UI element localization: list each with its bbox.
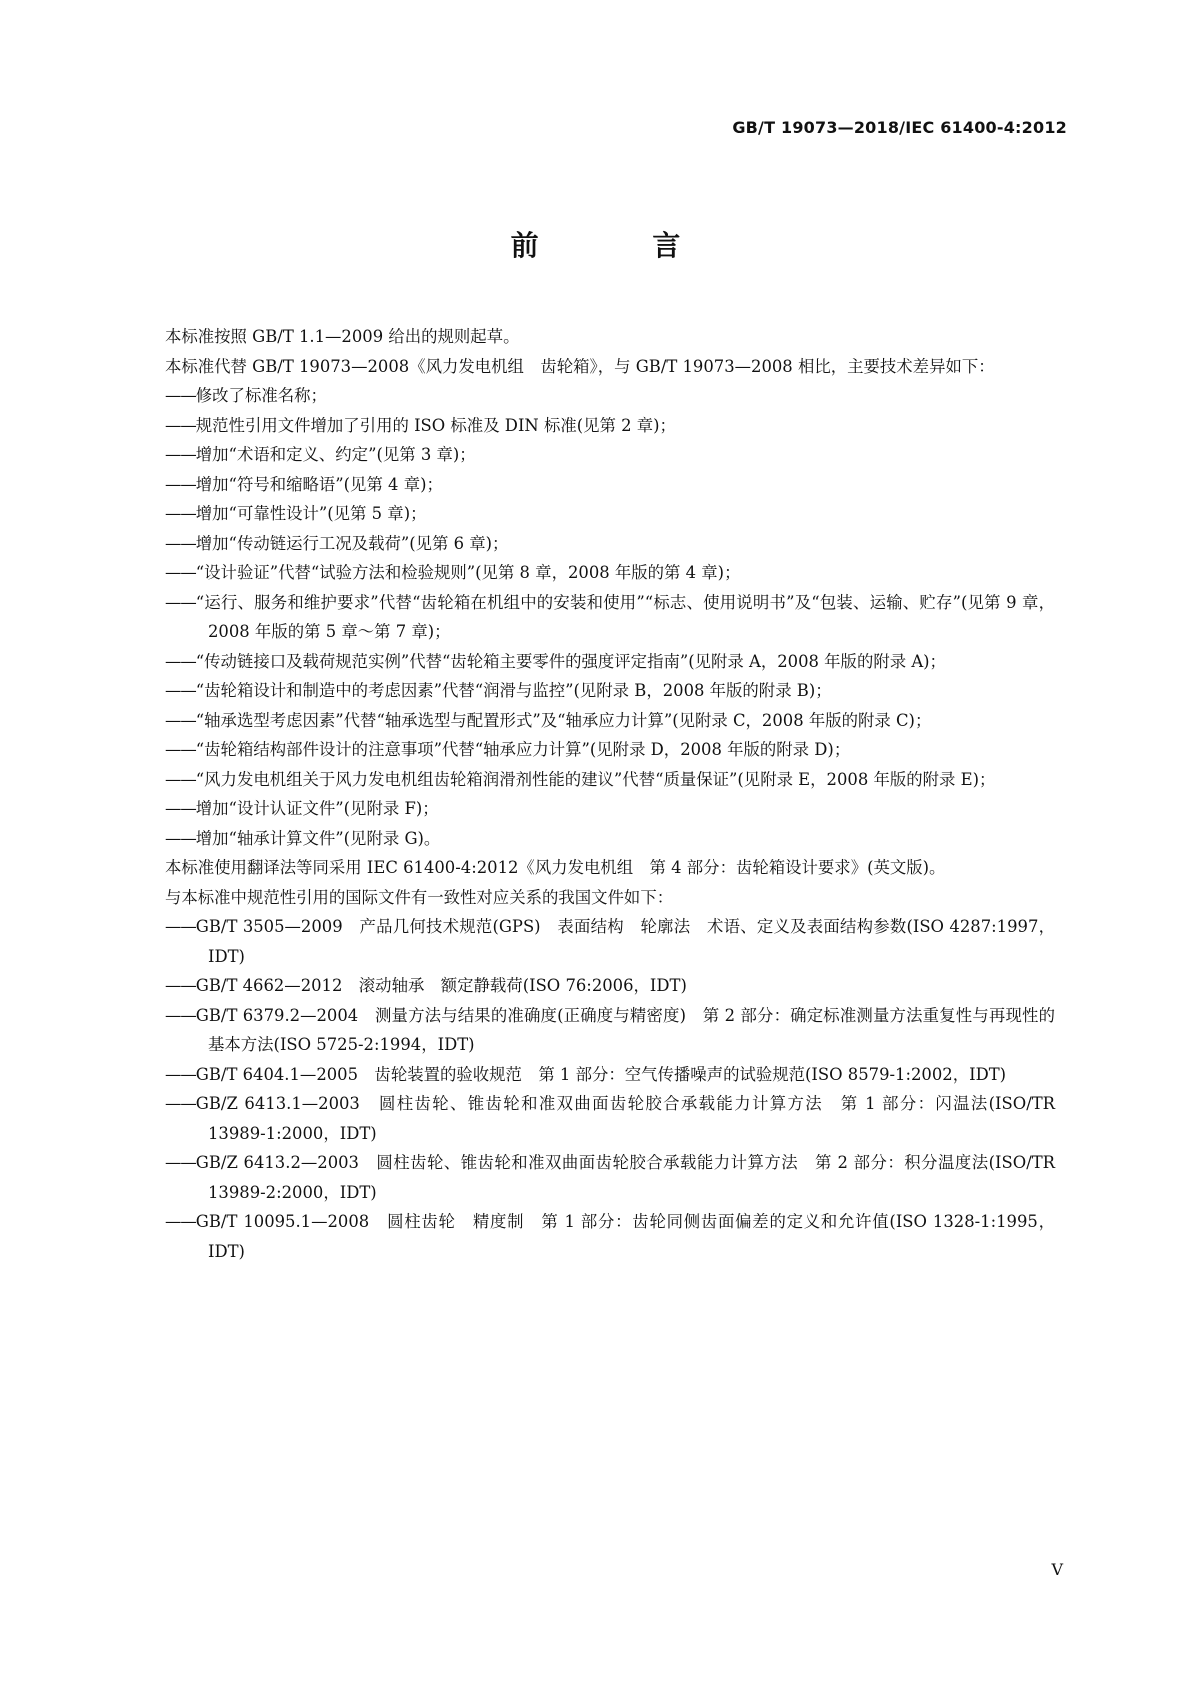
change-text: 规范性引用文件增加了引用的 ISO 标准及 DIN 标准(见第 2 章)； (195, 415, 676, 435)
change-item (125, 735, 1055, 765)
change-item (125, 588, 1055, 647)
change-text: 增加“可靠性设计”(见第 5 章)； (195, 504, 427, 523)
dash-mark: —— (165, 445, 196, 464)
change-item (125, 676, 1055, 706)
correspondence-item (125, 1060, 1055, 1090)
correspondence-item (125, 1089, 1055, 1148)
change-text: 增加“术语和定义、约定”(见第 3 章)； (195, 445, 476, 464)
correspondence-item (125, 971, 1055, 1001)
dash-mark: —— (165, 1212, 196, 1231)
dash-mark: —— (165, 533, 196, 553)
correspondence-item (125, 912, 1055, 971)
change-text: 修改了标准名称； (195, 386, 327, 405)
change-item (125, 765, 1055, 795)
change-text: “齿轮箱结构部件设计的注意事项”代替“轴承应力计算”(见附录 D，2008 年版的附录 D)； (195, 740, 851, 759)
change-text: “设计验证”代替“试验方法和检验规则”(见第 8 章，2008 年版的第 4 章)； (195, 563, 741, 582)
dash-mark: —— (165, 651, 196, 671)
page-number: V (1051, 1560, 1063, 1579)
correspondence-item (125, 1207, 1055, 1266)
change-item (125, 529, 1055, 559)
correspondence-text: GB/T 6404.1—2005 齿轮装置的验收规范 第 1 部分：空气传播噪声的试验规范(ISO 8579-1:2002，IDT) (195, 1064, 1007, 1084)
change-text: 增加“传动链运行工况及载荷”(见第 6 章)； (195, 533, 509, 553)
dash-mark: —— (165, 681, 196, 700)
change-text: “运行、服务和维护要求”代替“齿轮箱在机组中的安装和使用”“标志、使用说明书”及“包装、运输、贮存”(见第 9 章，2008 年版的第 5 章～第 7 章)； (195, 592, 1055, 641)
correspondence-intro: 与本标准中规范性引用的国际文件有一致性对应关系的我国文件如下： (165, 887, 674, 907)
intro-paragraph: 本标准代替 GB/T 19073—2008《风力发电机组 齿轮箱》，与 GB/T 19073—2008 相比，主要技术差异如下： (165, 356, 995, 376)
dash-mark: —— (165, 769, 196, 789)
dash-mark: —— (165, 1005, 196, 1025)
page-title: 前 言 (510, 229, 733, 262)
dash-mark: —— (165, 474, 196, 494)
dash-mark: —— (165, 386, 196, 405)
dash-mark: —— (165, 799, 196, 818)
change-item (125, 647, 1055, 677)
correspondence-text: GB/T 3505—2009 产品几何技术规范(GPS) 表面结构 轮廓法 术语、定义及表面结构参数(ISO 4287:1997，IDT) (195, 917, 1055, 966)
dash-mark: —— (165, 415, 196, 435)
change-item (125, 381, 1055, 411)
dash-mark: —— (165, 592, 196, 612)
correspondence-text: GB/T 6379.2—2004 测量方法与结果的准确度(正确度与精密度) 第 2 部分：确定标准测量方法重复性与再现性的基本方法(ISO 5725-2:1994，IDT) (195, 1005, 1055, 1054)
dash-mark: —— (165, 740, 196, 759)
correspondence-text: GB/T 10095.1—2008 圆柱齿轮 精度制 第 1 部分：齿轮同侧齿面偏差的定义和允许值(ISO 1328-1:1995，IDT) (195, 1212, 1055, 1261)
correspondence-item (125, 1148, 1055, 1207)
change-item (125, 411, 1055, 441)
dash-mark: —— (165, 917, 196, 936)
change-text: 增加“设计认证文件”(见附录 F)； (195, 799, 439, 818)
standard-number-header: GB/T 19073—2018/IEC 61400-4:2012 (732, 118, 1067, 137)
dash-mark: —— (165, 563, 196, 582)
change-item (125, 824, 1055, 854)
change-text: 增加“轴承计算文件”(见附录 G)。 (195, 828, 441, 848)
dash-mark: —— (165, 710, 196, 730)
dash-mark: —— (165, 1094, 196, 1113)
correspondence-item (125, 1001, 1055, 1060)
dash-mark: —— (165, 504, 196, 523)
change-item (125, 558, 1055, 588)
dash-mark: —— (165, 976, 196, 995)
translation-note: 本标准使用翻译法等同采用 IEC 61400-4:2012《风力发电机组 第 4 部分：齿轮箱设计要求》(英文版)。 (165, 858, 946, 877)
change-item (125, 794, 1055, 824)
change-text: 增加“符号和缩略语”(见第 4 章)； (195, 474, 443, 494)
change-item (125, 499, 1055, 529)
change-text: “轴承选型考虑因素”代替“轴承选型与配置形式”及“轴承应力计算”(见附录 C，2008 年版的附录 C)； (195, 710, 932, 730)
correspondence-text: GB/T 4662—2012 滚动轴承 额定静载荷(ISO 76:2006，IDT) (195, 976, 687, 995)
change-item (125, 440, 1055, 470)
dash-mark: —— (165, 828, 196, 848)
change-text: “传动链接口及载荷规范实例”代替“齿轮箱主要零件的强度评定指南”(见附录 A，2008 年版的附录 A)； (195, 651, 946, 671)
dash-mark: —— (165, 1064, 196, 1084)
dash-mark: —— (165, 1153, 196, 1172)
change-text: “齿轮箱设计和制造中的考虑因素”代替“润滑与监控”(见附录 B，2008 年版的附录 B)； (195, 681, 832, 700)
change-text: “风力发电机组关于风力发电机组齿轮箱润滑剂性能的建议”代替“质量保证”(见附录 E，2008 年版的附录 E)； (195, 769, 996, 789)
change-item (125, 706, 1055, 736)
intro-paragraph: 本标准按照 GB/T 1.1—2009 给出的规则起草。 (165, 327, 520, 346)
document-body (125, 322, 1055, 1266)
change-item (125, 470, 1055, 500)
correspondence-text: GB/Z 6413.2—2003 圆柱齿轮、锥齿轮和准双曲面齿轮胶合承载能力计算方法 第 2 部分：积分温度法(ISO/TR 13989-2:2000，IDT) (195, 1153, 1055, 1202)
correspondence-text: GB/Z 6413.1—2003 圆柱齿轮、锥齿轮和准双曲面齿轮胶合承载能力计算方法 第 1 部分：闪温法(ISO/TR 13989-1:2000，IDT) (195, 1094, 1055, 1143)
